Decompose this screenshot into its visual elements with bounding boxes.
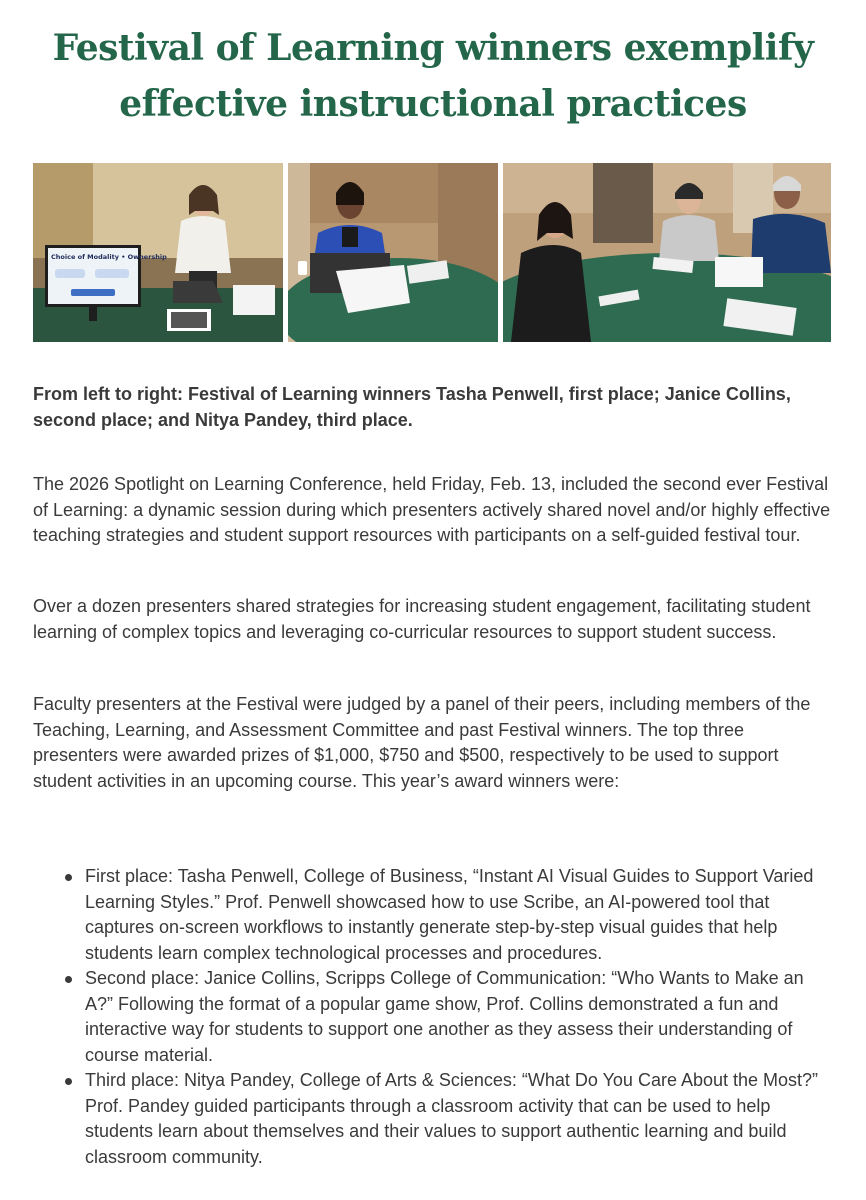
bullet-icon [65, 1078, 72, 1085]
list-item [33, 1068, 833, 1170]
paragraph-judging: Faculty presenters at the Festival were judged by a panel of their peers, including members of the Teaching, Learning, and Assessment Committee and past Festival winners. The top three presenters were awarded prizes of $1,000, $750 and $500, respectively to be used to support student activities in an upcoming course. This year’s award winners were: [33, 694, 811, 791]
award-third-place: Third place: Nitya Pandey, College of Arts & Sciences: “What Do You Care About the Most?” Prof. Pandey guided participants through a classroom activity that can be used to help students learn about themselves and their values to support authentic learning and build classroom community. [85, 1070, 819, 1167]
award-winners-list [33, 864, 833, 1170]
photo-tasha-penwell [33, 163, 283, 342]
award-second-place: Second place: Janice Collins, Scripps College of Communication: “Who Wants to Make an A?” Following the format of a popular game show, Prof. Collins demonstrated a fun and interactive way for students to support one another as they assess their understanding of course material. [85, 968, 804, 1065]
photo-nitya-pandey [503, 163, 831, 342]
photo-strip [33, 163, 831, 342]
photo-caption: From left to right: Festival of Learning winners Tasha Penwell, first place; Janice Collins, second place; and Nitya Pandey, third place. [33, 384, 791, 430]
list-item [33, 966, 833, 1068]
award-first-place: First place: Tasha Penwell, College of Business, “Instant AI Visual Guides to Support Varied Learning Styles.” Prof. Penwell showcased how to use Scribe, an AI-powered tool that captures on-screen workflows to instantly generate step-by-step visual guides that help students learn complex technological processes and procedures. [85, 866, 814, 963]
paragraph-presenters: Over a dozen presenters shared strategies for increasing student engagement, facilitating student learning of complex topics and leveraging co-curricular resources to support student success. [33, 596, 811, 642]
monitor-slide-title: Choice of Modality • Ownership [51, 253, 167, 261]
bullet-icon [65, 976, 72, 983]
bullet-icon [65, 874, 72, 881]
photo-janice-collins [288, 163, 498, 342]
article-title: Festival of Learning winners exemplify effective instructional practices [52, 27, 814, 125]
list-item [33, 864, 833, 966]
paragraph-intro: The 2026 Spotlight on Learning Conference, held Friday, Feb. 13, included the second ever Festival of Learning: a dynamic session during which presenters actively shared novel and/or highly effective teaching strategies and student support resources with participants on a self-guided festival tour. [33, 474, 831, 545]
